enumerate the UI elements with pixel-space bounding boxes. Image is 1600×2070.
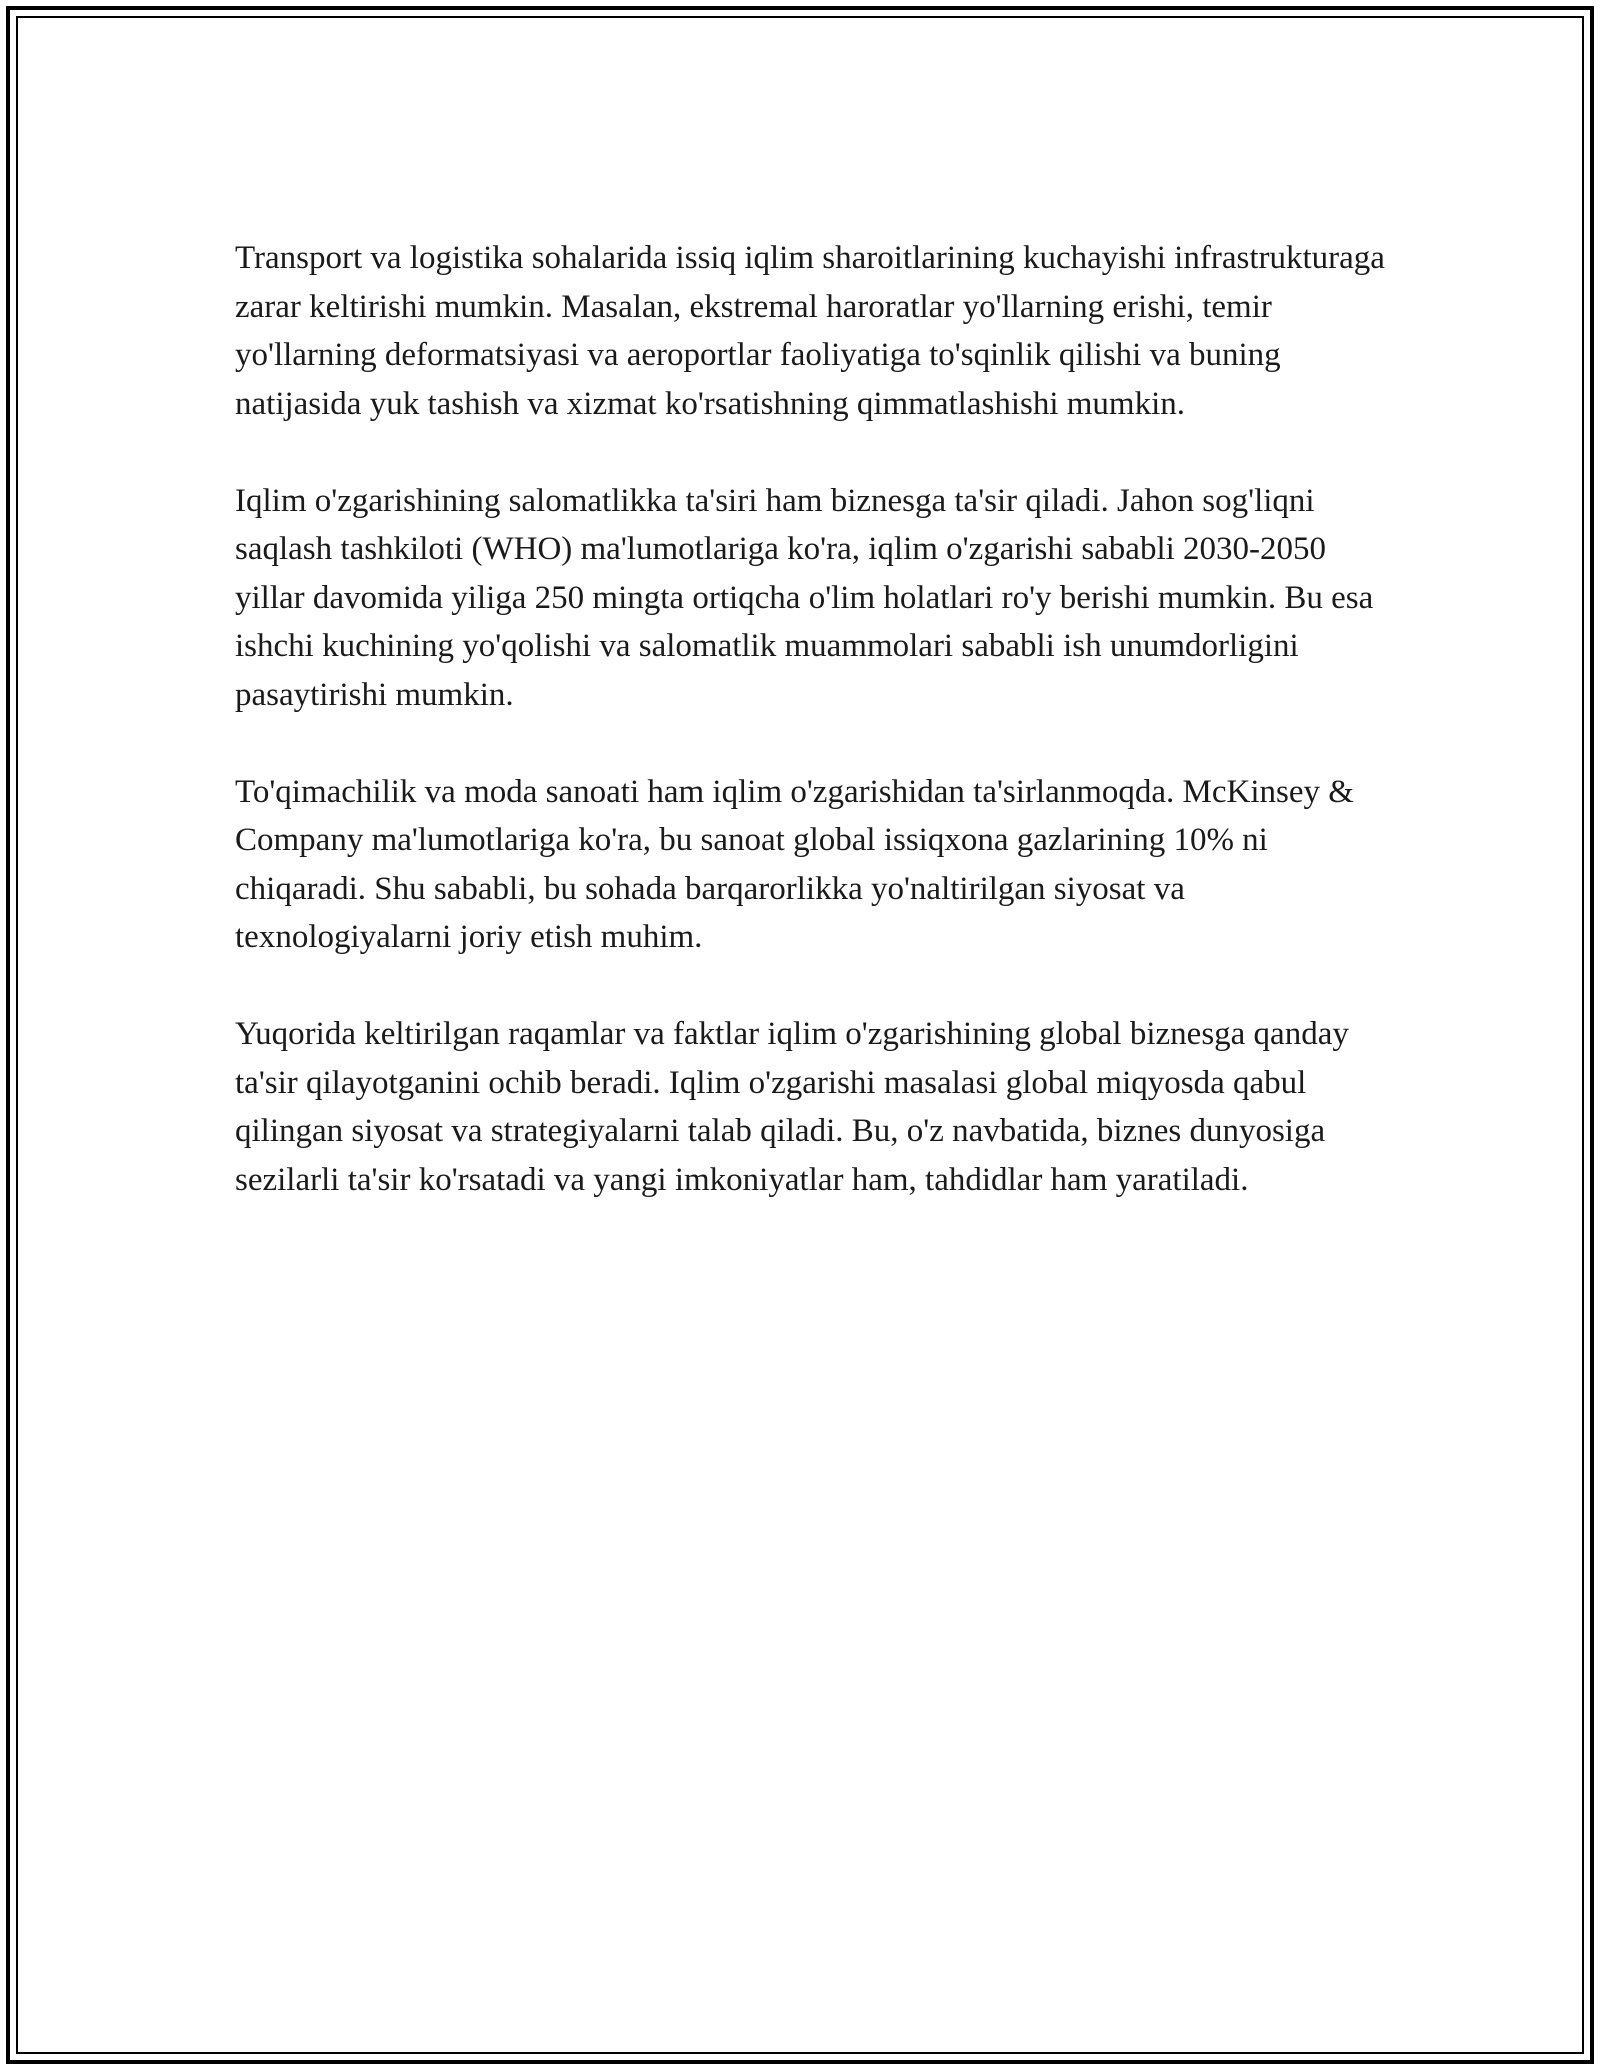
paragraph-transport: Transport va logistika sohalarida issiq iqlim sharoitlarining kuchayishi infrastrukturaga zarar keltirishi mumkin. Masalan, ekstremal haroratlar yo'llarning erishi, temir yo'llarning deformatsiyasi va aeroportlar faoliyatiga to'sqinlik qilishi va buning natijasida yuk tashish va xizmat ko'rsatishning qimmatlashishi mumkin.	[235, 240, 1385, 422]
paragraph-textile: To'qimachilik va moda sanoati ham iqlim o'zgarishidan ta'sirlanmoqda. McKinsey & Company ma'lumotlariga ko'ra, bu sanoat global issiqxona gazlarining 10% ni chiqaradi. Shu sababli, bu sohada barqarorlikka yo'naltirilgan siyosat va texnologiyalarni joriy etish muhim.	[235, 773, 1354, 955]
document-body	[235, 234, 1385, 1253]
paragraph-conclusion: Yuqorida keltirilgan raqamlar va faktlar iqlim o'zgarishining global biznesga qanday ta'sir qilayotganini ochib beradi. Iqlim o'zgarishi masalasi global miqyosda qabul qilingan siyosat va strategiyalarni talab qiladi. Bu, o'z navbatida, biznes dunyosiga sezilarli ta'sir ko'rsatadi va yangi imkoniyatlar ham, tahdidlar ham yaratiladi.	[235, 1016, 1349, 1198]
paragraph-health: Iqlim o'zgarishining salomatlikka ta'siri ham biznesga ta'sir qiladi. Jahon sog'liqni saqlash tashkiloti (WHO) ma'lumotlariga ko'ra, iqlim o'zgarishi sababli 2030-2050 yillar davomida yiliga 250 mingta ortiqcha o'lim holatlari ro'y berishi mumkin. Bu esa ishchi kuchining yo'qolishi va salomatlik muammolari sababli ish unumdorligini pasaytirishi mumkin.	[235, 482, 1374, 713]
